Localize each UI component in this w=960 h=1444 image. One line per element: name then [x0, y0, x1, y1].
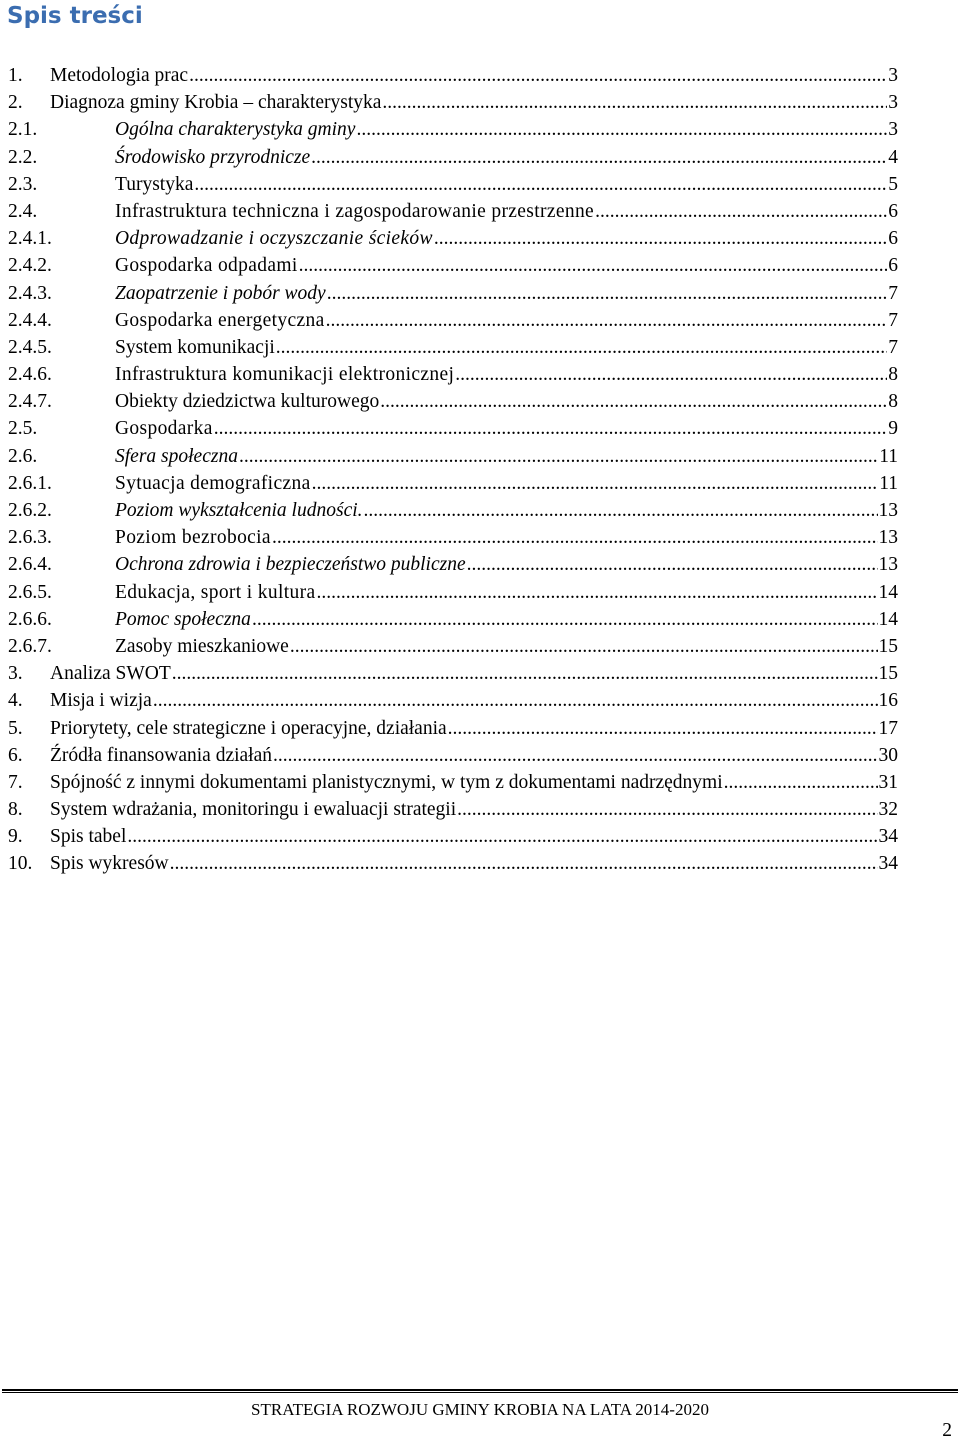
toc-entry[interactable] [8, 606, 898, 633]
toc-dot-leader [326, 307, 888, 334]
toc-dot-leader [380, 388, 887, 415]
toc-entry[interactable] [8, 388, 898, 415]
toc-dot-leader [316, 579, 877, 606]
toc-entry[interactable] [8, 633, 898, 660]
toc-entry-page: 6 [888, 200, 898, 222]
toc-entry[interactable] [8, 415, 898, 442]
toc-entry-page: 13 [878, 527, 898, 549]
toc-entry-title: Misja i wizja [50, 690, 152, 712]
toc-entry-page: 15 [878, 635, 898, 657]
toc-entry-page: 34 [878, 853, 898, 875]
toc-entry[interactable] [8, 742, 898, 769]
toc-entry-page: 4 [888, 146, 898, 168]
toc-entry-number: 2.6.1. [8, 472, 52, 494]
toc-dot-leader [467, 551, 878, 578]
page-number: 2 [942, 1420, 952, 1441]
toc-entry-title: Edukacja, sport i kultura [115, 581, 316, 603]
toc-dot-leader [194, 171, 887, 198]
toc-dot-leader [356, 116, 887, 143]
toc-entry-page: 13 [878, 500, 898, 521]
toc-entry[interactable] [8, 171, 898, 198]
toc-entry-page: 6 [888, 228, 898, 250]
toc-entry-title: Ogólna charakterystyka gminy [115, 119, 356, 141]
toc-entry-title: System wdrażania, monitoringu i ewaluacji strategii [50, 799, 457, 821]
toc-entry[interactable] [8, 850, 898, 877]
toc-dot-leader [214, 415, 888, 442]
toc-entry-page: 11 [879, 445, 898, 467]
toc-dot-leader [299, 252, 888, 279]
toc-entry-title: Spis tabel [50, 826, 127, 848]
toc-entry-page: 9 [888, 418, 898, 440]
toc-entry-page: 32 [878, 799, 898, 821]
toc-entry-number: 5. [8, 717, 23, 739]
toc-entry-page: 14 [878, 608, 898, 630]
toc-entry[interactable] [8, 144, 898, 171]
toc-dot-leader [382, 89, 887, 116]
toc-entry-page: 30 [878, 744, 898, 766]
toc-entry-title: Priorytety, cele strategiczne i operacyjne, działania [50, 717, 447, 739]
toc-entry-title: Sfera społeczna [115, 445, 238, 467]
toc-entry[interactable] [8, 252, 898, 279]
toc-entry-number: 2.5. [8, 418, 38, 440]
toc-dot-leader [127, 823, 877, 850]
toc-entry-title: Zaopatrzenie i pobór wody [115, 282, 326, 304]
toc-entry[interactable] [8, 715, 898, 742]
toc-entry-page: 3 [888, 92, 898, 114]
toc-entry-number: 2.6.3. [8, 527, 52, 549]
toc-entry-number: 3. [8, 663, 23, 685]
toc-entry-number: 2.1. [8, 119, 38, 141]
toc-entry-number: 8. [8, 799, 23, 821]
toc-entry-number: 2.3. [8, 173, 38, 195]
toc-entry-title: Infrastruktura techniczna i zagospodarowanie przestrzenne [115, 200, 595, 222]
toc-entry-number: 10. [8, 853, 33, 875]
toc-dot-leader [276, 334, 887, 361]
toc-entry-title: Gospodarka [115, 418, 213, 440]
toc-dot-leader [455, 361, 887, 388]
toc-entry-title: Odprowadzanie i oczyszczanie ścieków [115, 228, 433, 250]
toc-entry-page: 3 [888, 65, 898, 86]
toc-entry-page: 3 [888, 119, 898, 141]
toc-entry-title: Sytuacja demograficzna [115, 472, 311, 494]
toc-entry-title: Diagnoza gminy Krobia – charakterystyka [50, 92, 382, 114]
toc-dot-leader [312, 470, 879, 497]
toc-entry-number: 2.4.3. [8, 282, 52, 304]
toc-entry-page: 6 [888, 255, 898, 277]
toc-entry-page: 15 [878, 663, 898, 685]
toc-entry-number: 9. [8, 826, 23, 848]
toc-entry[interactable] [8, 524, 898, 551]
toc-entry[interactable] [8, 497, 898, 524]
toc-dot-leader [595, 198, 887, 225]
toc-entry[interactable] [8, 823, 898, 850]
toc-entry-page: 16 [878, 690, 898, 712]
toc-entry-page: 8 [888, 391, 898, 413]
toc-dot-leader [290, 633, 878, 660]
toc-entry[interactable] [8, 796, 898, 823]
toc-dot-leader [327, 280, 888, 307]
toc-entry[interactable] [8, 470, 898, 497]
toc-entry[interactable] [8, 687, 898, 714]
toc-entry-number: 2.6.2. [8, 500, 52, 521]
toc-entry-page: 7 [888, 282, 898, 304]
toc-entry[interactable] [8, 579, 898, 606]
toc-entry-page: 7 [888, 336, 898, 358]
toc-entry-number: 2.2. [8, 146, 38, 168]
toc-entry[interactable] [8, 443, 898, 470]
toc-entry-title: Pomoc społeczna [115, 608, 251, 630]
toc-entry[interactable] [8, 116, 898, 143]
toc-entry-title: Obiekty dziedzictwa kulturowego [115, 391, 380, 413]
toc-entry[interactable] [8, 361, 898, 388]
toc-heading: Spis treści [7, 3, 143, 29]
toc-entry-number: 2.6.6. [8, 608, 52, 630]
toc-entry[interactable] [8, 660, 898, 687]
toc-dot-leader [252, 606, 878, 633]
toc-entry-page: 8 [888, 364, 898, 386]
toc-entry-page: 14 [878, 581, 898, 603]
toc-dot-leader [311, 144, 887, 171]
toc-entry-number: 2. [8, 92, 23, 114]
toc-entry-number: 2.6. [8, 445, 38, 467]
toc-entry-title: Gospodarka energetyczna [115, 309, 325, 331]
toc-entry-number: 2.4.6. [8, 364, 52, 386]
toc-entry[interactable] [8, 89, 898, 116]
toc-entry-title: Spis wykresów [50, 853, 169, 875]
footer-title: STRATEGIA ROZWOJU GMINY KROBIA NA LATA 2014-2020 [251, 1400, 709, 1419]
toc-entry[interactable] [8, 334, 898, 361]
toc-entry-number: 7. [8, 771, 23, 793]
toc-entry[interactable] [8, 198, 898, 225]
toc-entry-title: Metodologia prac [50, 65, 189, 86]
toc-entry[interactable] [8, 280, 898, 307]
toc-entry-title: Poziom bezrobocia [115, 527, 271, 549]
toc-dot-leader [189, 62, 887, 89]
toc-entry-number: 2.4.2. [8, 255, 52, 277]
toc-entry-page: 5 [888, 173, 898, 195]
toc-entry-number: 1. [8, 65, 23, 86]
toc-entry[interactable] [8, 769, 898, 796]
toc-entry-page: 17 [878, 717, 898, 739]
toc-entry-title: Analiza SWOT [50, 663, 171, 685]
toc-entry[interactable] [8, 62, 898, 89]
toc-dot-leader [457, 796, 877, 823]
toc-entry-title: Turystyka [115, 173, 194, 195]
toc-entry[interactable] [8, 551, 898, 578]
footer-divider [2, 1389, 958, 1393]
toc-entry-title: Poziom wykształcenia ludności. [115, 500, 363, 521]
toc-entry-number: 6. [8, 744, 23, 766]
toc-entry-page: 31 [878, 771, 898, 793]
table-of-contents [8, 62, 898, 878]
toc-dot-leader [153, 687, 878, 714]
toc-dot-leader [272, 524, 878, 551]
toc-entry-number: 2.4.4. [8, 309, 52, 331]
toc-dot-leader [273, 742, 878, 769]
toc-entry-number: 2.4.5. [8, 336, 52, 358]
toc-entry[interactable] [8, 225, 898, 252]
toc-entry-page: 34 [878, 826, 898, 848]
toc-entry-number: 2.4.7. [8, 391, 52, 413]
toc-entry-number: 2.6.7. [8, 635, 52, 657]
toc-entry-number: 2.4.1. [8, 228, 52, 250]
toc-dot-leader [239, 443, 878, 470]
toc-entry-number: 2.6.4. [8, 554, 52, 576]
toc-dot-leader [448, 715, 878, 742]
toc-entry-page: 7 [888, 309, 898, 331]
toc-entry-title: System komunikacji [115, 336, 275, 358]
toc-entry-number: 2.6.5. [8, 581, 52, 603]
toc-entry-title: Spójność z innymi dokumentami planistycznymi, w tym z dokumentami nadrzędnymi [50, 771, 723, 793]
toc-entry-title: Gospodarka odpadami [115, 255, 298, 277]
toc-entry-title: Źródła finansowania działań [50, 744, 272, 766]
toc-entry-number: 4. [8, 690, 23, 712]
toc-entry-title: Zasoby mieszkaniowe [115, 635, 289, 657]
toc-entry[interactable] [8, 307, 898, 334]
toc-dot-leader [724, 769, 878, 796]
toc-dot-leader [170, 850, 878, 877]
toc-entry-title: Środowisko przyrodnicze [115, 146, 311, 168]
toc-entry-title: Infrastruktura komunikacji elektronicznej [115, 364, 455, 386]
toc-entry-number: 2.4. [8, 200, 38, 222]
toc-entry-page: 13 [878, 554, 898, 576]
toc-dot-leader [172, 660, 878, 687]
toc-dot-leader [364, 497, 878, 524]
toc-entry-title: Ochrona zdrowia i bezpieczeństwo publiczne [115, 554, 466, 576]
toc-entry-page: 11 [879, 472, 898, 494]
toc-dot-leader [434, 225, 887, 252]
